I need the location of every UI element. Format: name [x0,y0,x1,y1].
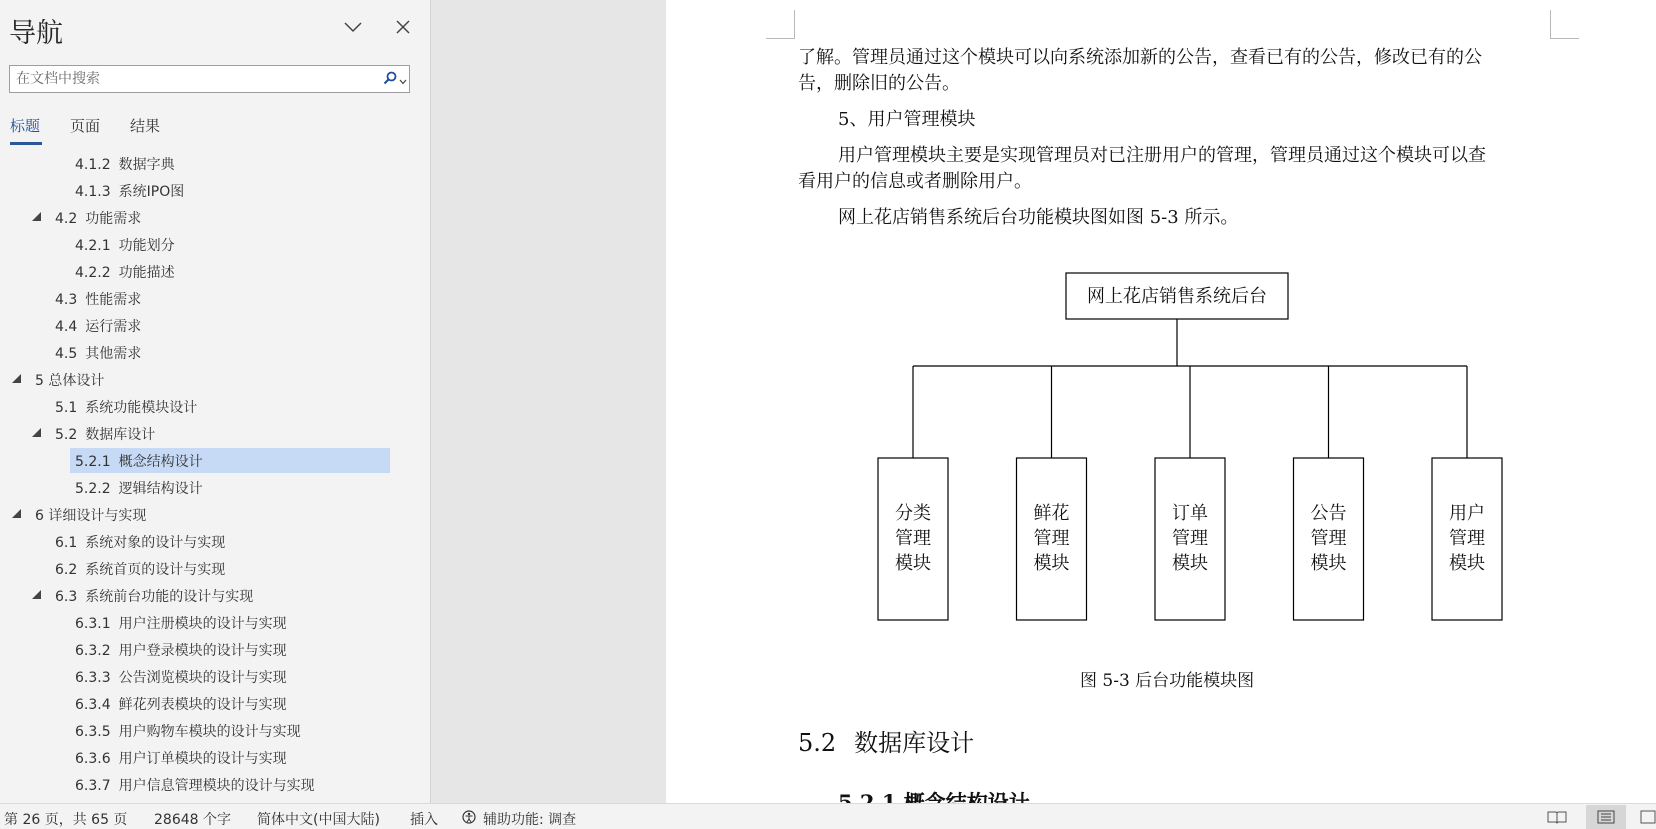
expand-triangle-icon[interactable] [32,590,41,599]
word-count[interactable]: 28648 个字 [154,812,231,828]
heading-text: 总体设计 [48,373,105,389]
heading-text: 运行需求 [85,319,142,335]
heading-text: 系统功能模块设计 [85,400,198,416]
insert-mode[interactable]: 插入 [410,812,438,828]
heading-text: 用户登录模块的设计与实现 [118,643,287,659]
nav-heading-item[interactable] [0,177,410,203]
nav-heading-item[interactable] [0,366,410,392]
tab-headings[interactable] [10,115,40,136]
nav-heading-item[interactable] [0,474,410,500]
nav-heading-item[interactable] [0,771,410,797]
body-text-line: 看用户的信息或者删除用户。 [798,171,1032,192]
diagram-module-label: 管理 [1449,528,1485,549]
nav-heading-label [75,721,301,741]
diagram-module-label: 用户 [1449,503,1485,524]
body-text-line: 告，删除旧的公告。 [798,73,960,94]
nav-heading-item[interactable] [0,258,410,284]
nav-heading-item[interactable] [0,150,410,176]
heading-text: 详细设计与实现 [48,508,147,524]
heading-number: 6.3.4 [75,697,111,713]
nav-heading-label [55,289,141,309]
nav-heading-item[interactable] [0,204,410,230]
diagram-module-label: 管理 [895,528,931,549]
print-layout-icon[interactable] [1586,805,1626,829]
nav-heading-label [75,154,175,174]
expand-triangle-icon[interactable] [12,509,21,518]
search-options-chevron-icon [399,70,407,89]
heading-number: 6.3 [55,589,78,605]
heading-number: 6.2 [55,562,78,578]
read-mode-icon[interactable] [1537,805,1577,829]
diagram-root-label: 网上花店销售系统后台 [1087,286,1267,307]
diagram-module-label: 模块 [1310,553,1347,574]
heading-text: 用户信息管理模块的设计与实现 [118,778,315,794]
nav-heading-item[interactable] [0,501,410,527]
heading-text: 功能划分 [118,238,175,254]
heading-text: 功能描述 [118,265,175,281]
nav-heading-label [75,640,287,660]
pane-gap [431,0,666,803]
diagram-module-label: 管理 [1033,528,1070,549]
nav-heading-label [35,370,104,390]
heading-number: 4.5 [55,346,78,362]
nav-heading-label [35,505,146,525]
nav-heading-item[interactable] [0,285,410,311]
nav-heading-label [75,748,287,768]
nav-heading-item[interactable] [0,609,410,635]
clipped-subheading-area [666,792,1656,803]
heading-number: 4.4 [55,319,78,335]
body-text-line: 5、用户管理模块 [838,109,976,130]
nav-heading-label [55,397,197,417]
heading-number: 6.3.1 [75,616,111,632]
heading-text: 用户注册模块的设计与实现 [118,616,287,632]
nav-title: 导航 [9,18,63,49]
nav-heading-item[interactable] [0,339,410,365]
body-text-line: 网上花店销售系统后台功能模块图如图 5-3 所示。 [838,207,1239,228]
nav-heading-item[interactable] [0,690,410,716]
nav-heading-label [55,343,141,363]
nav-heading-item[interactable] [0,528,410,554]
active-tab-indicator [10,142,42,145]
heading-number: 5 [35,373,44,389]
expand-triangle-icon[interactable] [32,428,41,437]
heading-number: 5.2.1 [75,454,111,470]
heading-number: 6.3.5 [75,724,111,740]
heading-number: 6.3.2 [75,643,111,659]
heading-number: 6 [35,508,44,524]
nav-heading-item[interactable] [0,447,410,473]
diagram-module-label: 管理 [1172,528,1208,549]
nav-heading-label [75,613,287,633]
nav-heading-label [75,262,175,282]
heading-text: 数据字典 [118,157,175,173]
web-layout-icon[interactable] [1636,805,1656,829]
nav-heading-item[interactable] [0,555,410,581]
heading-number: 5.2 [55,427,78,443]
heading-number: 4.2.2 [75,265,111,281]
heading-number: 4.2 [55,211,78,227]
heading-text: 系统对象的设计与实现 [85,535,226,551]
heading-text: 鲜花列表模块的设计与实现 [118,697,287,713]
heading-number: 6.3.6 [75,751,111,767]
accessibility-label: 辅助功能: 调查 [483,812,577,828]
heading-text: 用户购物车模块的设计与实现 [118,724,301,740]
heading-number: 4.3 [55,292,78,308]
status-bar [0,803,1656,829]
tab-results[interactable] [130,115,160,136]
heading-number: 4.1.2 [75,157,111,173]
search-input[interactable] [16,69,356,89]
diagram-module-label: 鲜花 [1033,503,1070,524]
nav-heading-item[interactable] [0,663,410,689]
diagram-module-label: 公告 [1310,503,1347,524]
body-text-line: 了解。管理员通过这个模块可以向系统添加新的公告，查看已有的公告，修改已有的公 [798,47,1482,68]
heading-text: 系统前台功能的设计与实现 [85,589,254,605]
nav-heading-item[interactable] [0,393,410,419]
nav-heading-label [75,667,287,687]
nav-heading-label [75,451,203,471]
nav-heading-label [55,532,225,552]
nav-heading-item[interactable] [0,312,410,338]
page-count[interactable]: 第 26 页，共 65 页 [4,812,128,828]
nav-heading-item[interactable] [0,582,410,608]
heading-tree [0,150,410,794]
heading-text: 功能需求 [85,211,142,227]
nav-heading-item[interactable] [0,420,410,446]
tab-pages[interactable] [70,115,100,136]
diagram-module-label: 模块 [1033,553,1070,574]
diagram-module-label: 订单 [1172,503,1208,524]
diagram-module-label: 管理 [1310,528,1347,549]
search-icon [383,70,397,89]
tab-pages-label: 页面 [70,117,101,135]
figure-caption: 图 5-3 后台功能模块图 [1080,671,1255,691]
body-text-line: 用户管理模块主要是实现管理员对已注册用户的管理，管理员通过这个模块可以查 [838,145,1486,166]
nav-heading-label [75,775,315,795]
section-heading [798,723,974,758]
nav-heading-label [55,586,253,606]
section-heading-number: 5.2 [798,729,837,757]
nav-heading-item[interactable] [0,636,410,662]
heading-number: 6.3.7 [75,778,111,794]
nav-heading-item[interactable] [0,231,410,257]
expand-triangle-icon[interactable] [12,374,21,383]
heading-text: 其他需求 [85,346,142,362]
search-button[interactable] [373,69,407,89]
heading-number: 6.1 [55,535,78,551]
nav-heading-label [55,559,225,579]
expand-triangle-icon[interactable] [32,212,41,221]
heading-number: 5.1 [55,400,78,416]
accessibility-status[interactable] [461,809,576,829]
nav-heading-label [75,694,287,714]
search-box [9,65,410,93]
heading-text: 用户订单模块的设计与实现 [118,751,287,767]
nav-heading-label [55,316,141,336]
accessibility-icon [461,809,479,829]
heading-text: 系统首页的设计与实现 [85,562,226,578]
heading-number: 5.2.2 [75,481,111,497]
module-diagram [666,265,1656,625]
diagram-module-label: 模块 [1172,553,1208,574]
tab-results-label: 结果 [130,117,161,135]
heading-number: 4.1.3 [75,184,111,200]
heading-number: 4.2.1 [75,238,111,254]
nav-heading-item[interactable] [0,717,410,743]
diagram-module-label: 分类 [895,503,931,524]
heading-text: 数据库设计 [85,427,156,443]
crop-mark [1550,10,1579,39]
section-heading-text: 数据库设计 [854,729,975,757]
heading-text: 性能需求 [85,292,142,308]
nav-heading-label [55,208,141,228]
document-page[interactable] [666,0,1656,803]
nav-heading-label [75,478,203,498]
diagram-module-label: 模块 [1449,553,1485,574]
heading-text: 公告浏览模块的设计与实现 [118,670,287,686]
nav-heading-item[interactable] [0,744,410,770]
chevron-down-icon[interactable] [340,14,366,40]
nav-heading-label [75,181,184,201]
close-icon[interactable] [390,14,416,40]
crop-mark [766,10,795,39]
heading-number: 6.3.3 [75,670,111,686]
heading-text: 逻辑结构设计 [118,481,203,497]
language-indicator[interactable]: 简体中文(中国大陆) [257,812,380,828]
navigation-pane [0,0,431,803]
heading-text: 概念结构设计 [118,454,203,470]
nav-heading-label [55,424,155,444]
diagram-module-label: 模块 [895,553,931,574]
tab-headings-label: 标题 [10,117,41,135]
heading-text: 系统IPO图 [118,184,185,200]
nav-heading-label [75,235,175,255]
